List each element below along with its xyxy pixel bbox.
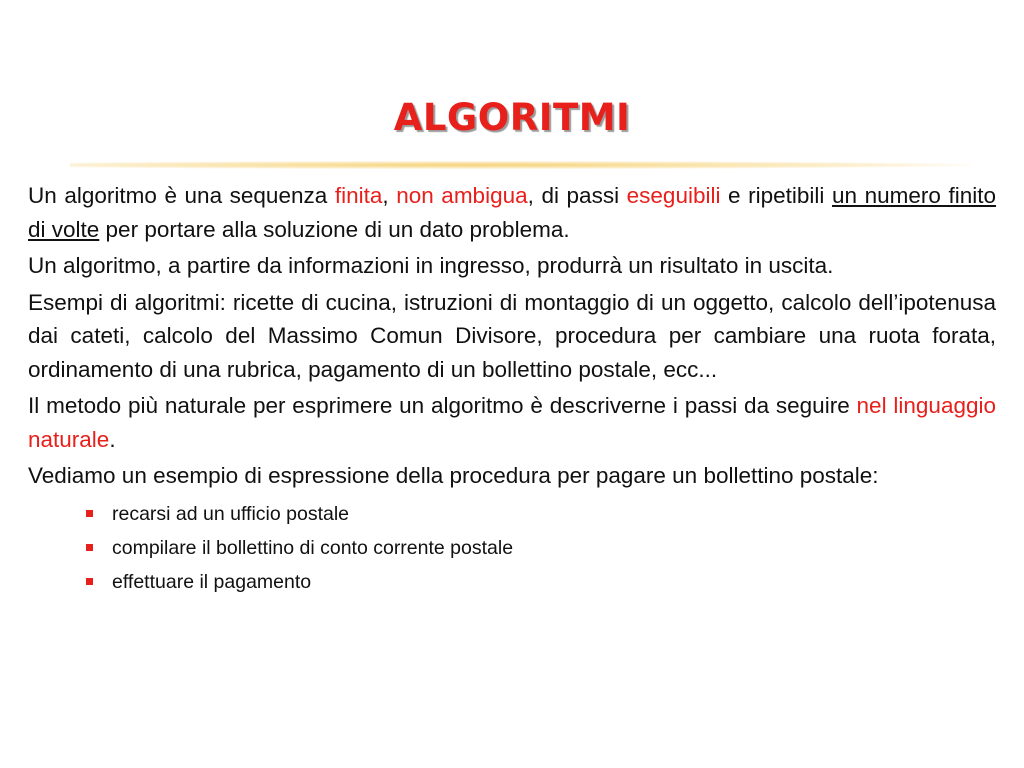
- list-item-text: recarsi ad un ufficio postale: [112, 502, 350, 525]
- paragraph-definition: [28, 179, 996, 246]
- slide-body: [28, 179, 996, 599]
- square-bullet-icon: [86, 544, 93, 551]
- square-bullet-icon: [86, 578, 93, 585]
- list-item-text: compilare il bollettino di conto corrente postale: [112, 536, 514, 559]
- highlight-natural-language: nel linguaggio naturale: [28, 393, 996, 452]
- list-item: [86, 497, 996, 531]
- list-item: [86, 531, 996, 565]
- highlight-finita: finita: [334, 183, 383, 208]
- text-run: .: [109, 426, 116, 452]
- text-run: , di passi: [527, 183, 627, 208]
- highlight-non-ambigua: non ambigua: [396, 183, 528, 208]
- text-run: e ripetibili: [720, 183, 832, 208]
- slide-title: ALGORITMI: [393, 96, 631, 139]
- square-bullet-icon: [86, 510, 93, 517]
- list-item-text: effettuare il pagamento: [112, 570, 312, 593]
- text-run: Il metodo più naturale per esprimere un algoritmo è descriverne i passi da seguire: [28, 393, 857, 418]
- procedure-steps-list: [28, 497, 996, 599]
- paragraph-natural-language: [28, 389, 996, 456]
- text-run: Un algoritmo è una sequenza: [28, 183, 335, 208]
- paragraph-examples: Esempi di algoritmi: ricette di cucina, istruzioni di montaggio di un oggetto, calcolo dell’ipotenusa dai cateti, calcolo del Massimo Comun Divisore, procedura per cambiare una ruota forata, ordinamento di una rubrica, pagamento di un bollettino postale, ecc...: [28, 289, 996, 382]
- title-divider: [70, 161, 970, 169]
- paragraph-input-output: Un algoritmo, a partire da informazioni in ingresso, produrrà un risultato in uscita.: [28, 253, 834, 278]
- text-run: per portare alla soluzione di un dato problema.: [99, 216, 570, 242]
- paragraph-example-intro: Vediamo un esempio di espressione della procedura per pagare un bollettino postale:: [28, 463, 879, 488]
- underlined-finite-times: un numero finito di volte: [28, 183, 996, 242]
- highlight-eseguibili: eseguibili: [626, 183, 721, 208]
- list-item: [86, 565, 996, 599]
- text-run: ,: [382, 183, 397, 208]
